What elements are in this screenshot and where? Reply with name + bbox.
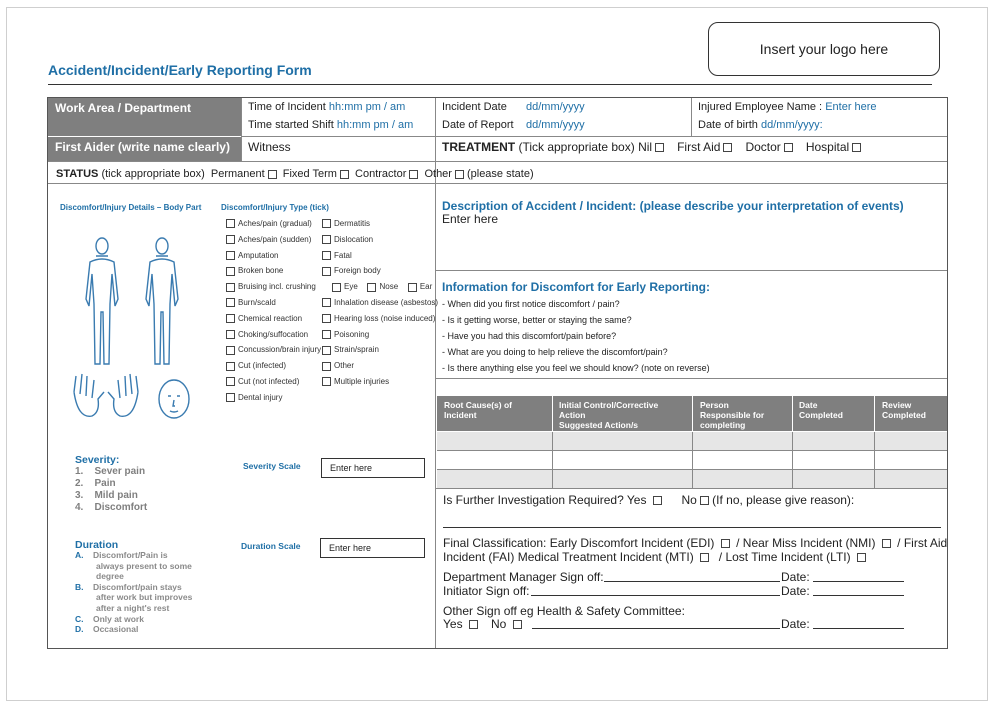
table-row[interactable] (437, 450, 552, 468)
injury-item[interactable]: Other (319, 358, 431, 374)
injury-item[interactable]: Hearing loss (noise induced) (319, 311, 431, 327)
report-date-field[interactable]: dd/mm/yyyy (526, 119, 585, 131)
dept-manager-label: Department Manager Sign off: (443, 570, 604, 584)
duration-list: A. Discomfort/Pain is always present to some degree B. Discomfort/pain stays after work but improves after a night's rest C. Only at work D. Occasional (75, 550, 193, 635)
dob-field[interactable]: Date of birth dd/mm/yyyy: (698, 119, 823, 131)
investigation-row: Is Further Investigation Required? Yes No (If no, please give reason): (443, 493, 855, 507)
time-incident-field[interactable]: Time of Incident hh:mm pm / am (248, 101, 406, 113)
early-question: - What are you doing to help relieve the discomfort/pain? (442, 347, 668, 357)
report-date-label: Date of Report (442, 119, 514, 131)
other-signoff-row: Yes No (443, 617, 525, 631)
logo-placeholder[interactable] (708, 22, 940, 76)
classification-line-1: Final Classification: Early Discomfort Incident (EDI) / Near Miss Incident (NMI) / First Aid (443, 536, 948, 550)
injury-list-col1 (223, 216, 323, 406)
investigation-yes-checkbox[interactable] (653, 496, 662, 505)
early-reporting-heading: Information for Discomfort for Early Reporting: (442, 280, 711, 294)
edi-checkbox[interactable] (721, 539, 730, 548)
injury-item[interactable]: Poisoning (319, 327, 431, 343)
other-yes-checkbox[interactable] (469, 620, 478, 629)
nmi-checkbox[interactable] (882, 539, 891, 548)
injury-item[interactable]: Chemical reaction (223, 311, 323, 327)
injury-item[interactable]: Concussion/brain injury (223, 342, 323, 358)
contractor-checkbox[interactable] (409, 170, 418, 179)
initiator-signature-line[interactable] (531, 595, 780, 596)
col-initial-control: Initial Control/Corrective Action Suggested Action/s (559, 400, 659, 430)
description-input[interactable]: Enter here (442, 212, 499, 226)
injury-item[interactable]: Inhalation disease (asbestos) (319, 295, 431, 311)
injury-item[interactable]: Foreign body (319, 263, 431, 279)
title-divider (48, 84, 932, 85)
other-signoff-label: Other Sign off eg Health & Safety Committee: (443, 604, 685, 618)
severity-heading: Severity: (75, 454, 120, 466)
injury-item[interactable]: Cut (not infected) (223, 374, 323, 390)
reason-line[interactable] (443, 527, 941, 528)
injury-item[interactable]: Burn/scald (223, 295, 323, 311)
mti-checkbox[interactable] (700, 553, 709, 562)
body-diagram[interactable] (70, 234, 200, 434)
other-no-checkbox[interactable] (513, 620, 522, 629)
initiator-date-label: Date: (781, 584, 810, 598)
work-area-label: Work Area / Department (55, 101, 192, 115)
nil-checkbox[interactable] (655, 143, 664, 152)
fixed-term-checkbox[interactable] (340, 170, 349, 179)
incident-date-field[interactable]: dd/mm/yyyy (526, 101, 585, 113)
other-status-checkbox[interactable] (455, 170, 464, 179)
status-row: STATUS (tick appropriate box) Permanent Fixed Term Contractor Other (please state) (56, 168, 534, 180)
ear-checkbox[interactable] (408, 283, 417, 292)
initiator-date-line[interactable] (813, 595, 904, 596)
severity-scale-label: Severity Scale (243, 461, 301, 471)
injury-item[interactable]: Multiple injuries (319, 374, 431, 390)
body-part-heading: Discomfort/Injury Details – Body Part (60, 203, 202, 212)
hospital-checkbox[interactable] (852, 143, 861, 152)
severity-scale-input[interactable]: Enter here (321, 458, 425, 478)
doctor-checkbox[interactable] (784, 143, 793, 152)
nose-checkbox[interactable] (367, 283, 376, 292)
injury-item[interactable]: Choking/suffocation (223, 327, 323, 343)
eye-checkbox[interactable] (332, 283, 341, 292)
dept-manager-date-line[interactable] (813, 581, 904, 582)
early-question: - When did you first notice discomfort / pain? (442, 299, 620, 309)
other-signature-line[interactable] (532, 628, 780, 629)
time-shift-field[interactable]: Time started Shift hh:mm pm / am (248, 119, 414, 131)
lti-checkbox[interactable] (857, 553, 866, 562)
duration-heading: Duration (75, 539, 119, 551)
treatment-row: TREATMENT (Tick appropriate box) Nil First Aid Doctor Hospital (442, 140, 864, 154)
duration-scale-label: Duration Scale (241, 541, 301, 551)
incident-date-label: Incident Date (442, 101, 507, 113)
col-review-completed: Review Completed (882, 400, 926, 420)
injury-item[interactable]: Dermatitis (319, 216, 431, 232)
col-date-completed: Date Completed (799, 400, 843, 420)
early-question: - Have you had this discomfort/pain before? (442, 331, 617, 341)
investigation-no-checkbox[interactable] (700, 496, 709, 505)
dept-manager-date-label: Date: (781, 570, 810, 584)
injury-item[interactable]: Aches/pain (sudden) (223, 232, 323, 248)
other-date-label: Date: (781, 617, 810, 631)
injury-item[interactable]: Aches/pain (gradual) (223, 216, 323, 232)
logo-text: Insert your logo here (759, 41, 889, 57)
form-title: Accident/Incident/Early Reporting Form (48, 62, 312, 78)
witness-field[interactable]: Witness (248, 140, 291, 154)
initiator-label: Initiator Sign off: (443, 584, 530, 598)
description-heading: Description of Accident / Incident: (please describe your interpretation of events) (442, 199, 904, 213)
injury-item[interactable]: Broken bone (223, 263, 323, 279)
injury-item[interactable]: Bruising incl. crushing (223, 279, 323, 295)
severity-list: 1. Sever pain 2. Pain 3. Mild pain 4. Discomfort (75, 466, 148, 513)
injury-item[interactable]: Strain/sprain (319, 342, 431, 358)
col-root-cause: Root Cause(s) of Incident (444, 400, 512, 420)
injury-item[interactable]: Cut (infected) (223, 358, 323, 374)
other-date-line[interactable] (813, 628, 904, 629)
employee-name-field[interactable]: Injured Employee Name : Enter here (698, 101, 877, 113)
classification-line-2: Incident (FAI) Medical Treatment Incident (MTI) / Lost Time Incident (LTI) (443, 550, 869, 564)
injury-item[interactable]: Amputation (223, 248, 323, 264)
injury-item[interactable]: Fatal (319, 248, 431, 264)
first-aider-label: First Aider (write name clearly) (55, 140, 230, 154)
first-aid-checkbox[interactable] (723, 143, 732, 152)
injury-type-heading: Discomfort/Injury Type (tick) (221, 203, 329, 212)
duration-scale-input[interactable]: Enter here (320, 538, 425, 558)
form-body (47, 97, 948, 649)
col-person-responsible: Person Responsible for completing (700, 400, 765, 430)
injury-list-col2 (319, 216, 439, 390)
injury-item[interactable]: Dental injury (223, 390, 323, 406)
permanent-checkbox[interactable] (268, 170, 277, 179)
dept-manager-signature-line[interactable] (604, 581, 780, 582)
early-question: - Is it getting worse, better or staying the same? (442, 315, 632, 325)
injury-item[interactable]: Dislocation (319, 232, 431, 248)
divider (48, 136, 241, 137)
eye-nose-ear-row: Eye Nose Ear (319, 279, 431, 295)
early-question: - Is there anything else you feel we should know? (note on reverse) (442, 363, 710, 373)
